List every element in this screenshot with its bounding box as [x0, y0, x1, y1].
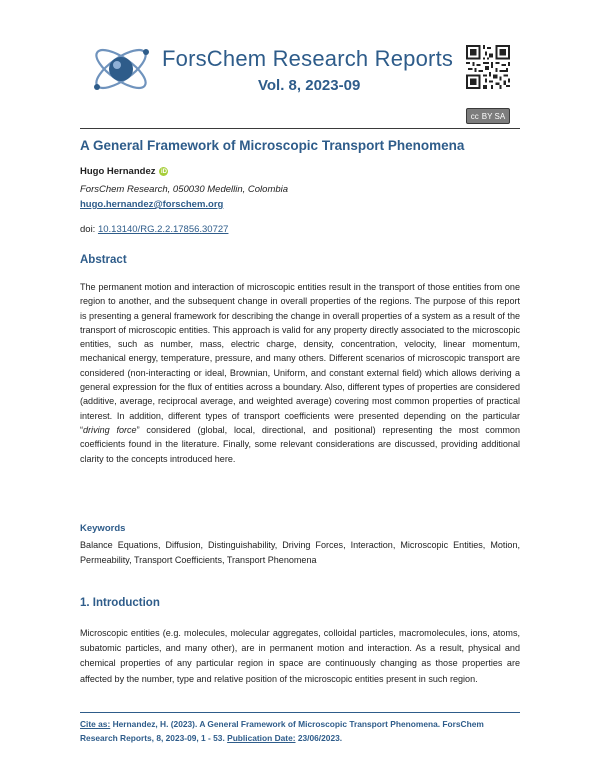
- author-affiliation: ForsChem Research, 050030 Medellin, Colombia: [80, 184, 289, 195]
- forschem-logo: [88, 38, 154, 100]
- publication-date: 23/06/2023.: [295, 733, 343, 743]
- doi-link[interactable]: 10.13140/RG.2.2.17856.30727: [97, 224, 229, 235]
- author-email-link[interactable]: hugo.hernandez@forschem.org: [80, 199, 224, 210]
- orcid-icon[interactable]: iD: [160, 168, 167, 175]
- doi-label: doi:: [80, 224, 96, 235]
- keywords-heading: Keywords: [80, 523, 126, 534]
- abstract-heading: Abstract: [80, 254, 127, 266]
- citation-footer: [80, 717, 520, 745]
- cc-license-badge: [466, 108, 510, 124]
- introduction-paragraph: Microscopic entities (e.g. molecules, molecular aggregates, colloidal particles, macromolecules, ions, atoms, subatomic particles, and many other), are in permanent motion and interaction. As a result, physical and chemical properties of any particular region in space are continuously changing as those properties are affected by the number, type and relative position of the microscopic entities present in such region.: [80, 628, 520, 684]
- qr-code-icon: [466, 45, 510, 89]
- introduction-heading: 1. Introduction: [80, 597, 160, 609]
- journal-title: ForsChem Research Reports: [162, 46, 454, 71]
- author-name: Hugo Hernandez: [80, 166, 156, 177]
- abstract-driving-force: driving force: [83, 424, 137, 435]
- keywords-list: Balance Equations, Diffusion, Distinguishability, Driving Forces, Interaction, Microscopic Entities, Motion, Permeability, Transport Coefficients, Transport Phenomena: [80, 540, 520, 565]
- abstract-text-part2: ” considered (global, local, directional, and positional) representing the most common coefficients found in the literature. Finally, some relevant considerations are discussed, providing additional clarity to the concepts introduced here.: [80, 424, 520, 464]
- doi-line: [80, 224, 228, 235]
- header-divider: [80, 128, 520, 129]
- footer-divider: [80, 712, 520, 713]
- abstract-text-part1: The permanent motion and interaction of microscopic entities result in the transport of those entities from one region to another, and the subsequent change in overall properties of the regions. The purpose of this report is presenting a general framework for describing the change in overall properties of a system as a result of the transport of microscopic entities. This approach is valid for any property directly associated to the microscopic entities, such as number, mass, electric charge, density, concentration, velocity, linear momentum, mechanical energy, temperature, pressure, and many others. Different scenarios of microscopic transport are considered (non-interacting or ideal, Brownian, Uniform, and constant external field) which allows deriving a general expression for the flux of entities across a boundary. Also, different types of properties are considered (additive, average, reciprocal average, and weighted average) covering most common properties of practical interest. In addition, different types of transport coefficients were presented depending on the particular “: [80, 282, 521, 435]
- by-sa-icon: BY SA: [481, 111, 506, 121]
- publication-date-label: Publication Date:: [227, 733, 296, 743]
- cite-text: Hernandez, H. (2023). A General Framework of Microscopic Transport Phenomena. ForsChem Research Reports, 8, 2023-09, 1 - 53.: [80, 719, 484, 743]
- abstract-paragraph: [80, 280, 520, 466]
- cite-label: Cite as:: [80, 719, 111, 729]
- paper-title: A General Framework of Microscopic Transport Phenomena: [80, 138, 465, 153]
- cc-icon: cc: [470, 111, 479, 121]
- journal-volume: Vol. 8, 2023-09: [258, 77, 361, 94]
- author-line: [80, 166, 168, 177]
